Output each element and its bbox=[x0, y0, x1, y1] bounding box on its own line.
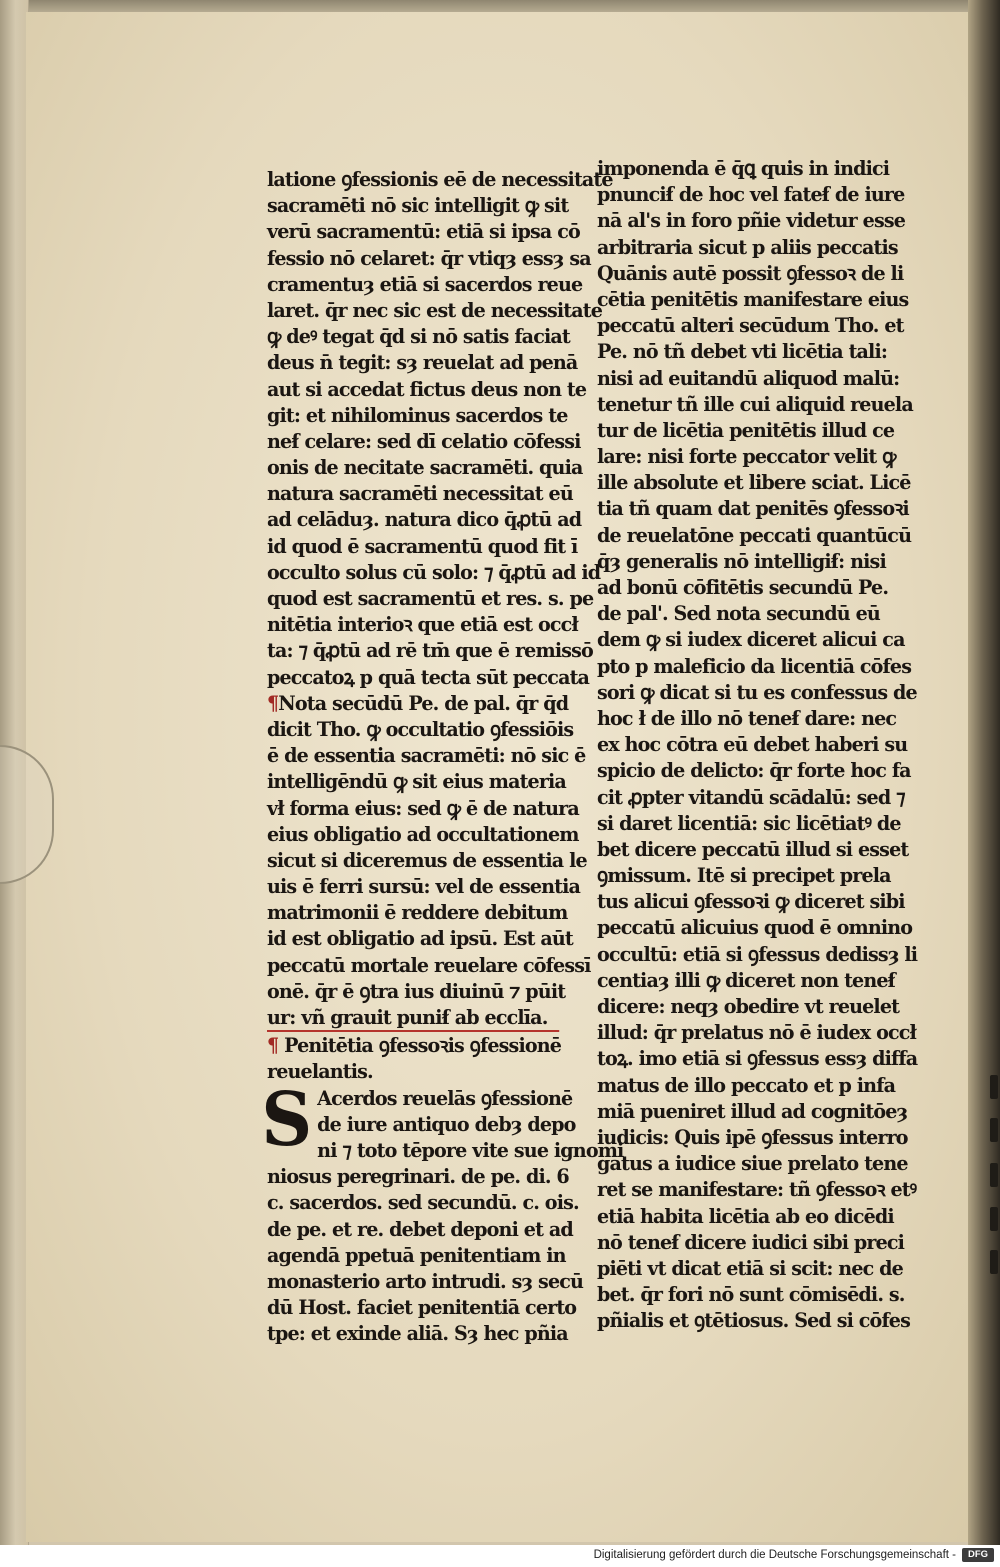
text-line: hoc ł de illo nō teneẜ dare: nec bbox=[597, 705, 897, 730]
section-heading-line bbox=[267, 1032, 562, 1058]
text-line: piēti vt dicat etiā si scit: nec de bbox=[597, 1255, 903, 1280]
text-line: q̄ȝ generalis nō intelligiẜ: nisi bbox=[597, 548, 886, 573]
edge-mark bbox=[990, 1250, 998, 1274]
text-line: de pal'. Sed nota secundū eū bbox=[597, 601, 880, 626]
text-line: tus alicui ꝯfessoꝛi ꝙ diceret sibi bbox=[597, 889, 905, 914]
text-line: ꝯmissum. Itē si precipet prela bbox=[597, 863, 891, 888]
paragraph-line bbox=[267, 690, 569, 716]
text-line: pñialis et ꝯtētiosus. Sed si cōfes bbox=[597, 1308, 910, 1333]
text-line: fessio nō celaret: q̄r vtiqȝ essȝ sa bbox=[267, 245, 591, 270]
text-line: ille absolute et libere sciat. Licē bbox=[597, 470, 911, 495]
text-line: occultū: etiā si ꝯfessus dedissȝ li bbox=[597, 941, 918, 966]
text-line: arbitraria sicut p aliis peccatis bbox=[597, 234, 898, 259]
left-text-column bbox=[261, 166, 624, 1346]
edge-mark bbox=[990, 1075, 998, 1099]
text-line: aut si accedat fictus deus non te bbox=[267, 376, 587, 401]
text-line: imponenda ē q̄ꝗ quis in indici bbox=[597, 156, 890, 180]
text-line: si daret licentiā: sic licētiatꝰ de bbox=[597, 810, 901, 835]
text-line: lare: nisi forte peccator velit ꝙ bbox=[597, 444, 896, 469]
initial-letter-s: S bbox=[261, 1076, 312, 1163]
text-line: natura sacramēti necessitat eū bbox=[267, 481, 573, 506]
text-line: nā al's in foro pñie videtur esse bbox=[597, 208, 906, 233]
text-line: tia tñ quam dat penitēs ꝯfessoꝛi bbox=[597, 496, 909, 521]
text-line: verū sacramentū: etiā si ipsa cō bbox=[267, 219, 580, 244]
edge-mark bbox=[990, 1207, 998, 1231]
text-line: peccatū alteri secūdum Tho. et bbox=[597, 313, 904, 338]
text-line: pto p maleficio da licentiā cōfes bbox=[597, 653, 912, 678]
dfg-logo: DFG bbox=[962, 1548, 994, 1562]
text-line: niosus peregrinari. de pe. di. 6 bbox=[267, 1164, 569, 1189]
text-line: eius obligatio ad occultationem bbox=[267, 821, 579, 846]
section-heading: Penitētia ꝯfessoꝛis ꝯfessionē bbox=[284, 1033, 562, 1058]
text-line: cētia penitētis manifestare eius bbox=[597, 286, 909, 311]
text-line: miā pueniret illud ad cognitōeȝ bbox=[597, 1098, 908, 1123]
text-line: gatus a iudice siue prelato tene bbox=[597, 1151, 908, 1176]
text-line: tpe: et exinde aliā. Sȝ hec pñia bbox=[267, 1321, 568, 1346]
right-page-edge bbox=[968, 0, 1000, 1545]
text-line: Pe. nō tñ debet vti licētia tali: bbox=[597, 339, 888, 364]
text-line: vł forma eius: sed ꝙ ē de natura bbox=[267, 795, 579, 820]
text-line: bet. q̄r fori nō sunt cōmisēdi. s. bbox=[597, 1282, 905, 1307]
text-line: sori ꝙ dicat si tu es confessus de bbox=[597, 679, 917, 704]
text-line: bet dicere peccatū illud si esset bbox=[597, 836, 909, 861]
text-line: ur: vñ grauit puniẜ ab ecclīa. bbox=[267, 1004, 559, 1032]
text-line: monasterio arto intrudi. sȝ secū bbox=[267, 1268, 584, 1293]
text-line: de pe. et re. debet deponi et ad bbox=[267, 1216, 573, 1241]
text-line: ret se manifestare: tñ ꝯfessoꝛ etꝰ bbox=[597, 1177, 917, 1202]
text-line: Acerdos reuelās ꝯfessionē bbox=[317, 1085, 573, 1110]
text-line: ex hoc cōtra eū debet haberi su bbox=[597, 732, 908, 757]
text-line: ni ⁊ toto tēpore vite sue ignomi bbox=[317, 1137, 624, 1162]
text-line: c. sacerdos. sed secundū. c. ois. bbox=[267, 1190, 579, 1215]
pilcrow-mark: ¶ bbox=[267, 1033, 285, 1058]
text-line: iudicis: Quis ipē ꝯfessus interro bbox=[597, 1124, 908, 1149]
text-line: quod est sacramentū et res. s. pe bbox=[267, 586, 594, 610]
text-line: nitētia interioꝛ que etiā est occł bbox=[267, 612, 578, 637]
text-line: cit ꝓpter vitandū scādalū: sed ⁊ bbox=[597, 784, 905, 809]
text-line: nō teneẜ dicere iudici sibi preci bbox=[597, 1229, 905, 1254]
text-line: dū Host. faciet penitentiā certo bbox=[267, 1295, 577, 1320]
text-line: peccatū alicuius quod ē omnino bbox=[597, 915, 913, 940]
text-line: tenetur tñ ille cui aliquid reuela bbox=[597, 391, 913, 416]
text-line: de reuelatōne peccati quantūcū bbox=[597, 522, 912, 547]
text-line: cramentuȝ etiā si sacerdos reue bbox=[267, 271, 583, 296]
text-line: peccatoꝝ p quā tecta sūt peccata bbox=[267, 664, 590, 689]
text-line: id est obligatio ad ipsū. Est aūt bbox=[267, 926, 573, 951]
digitization-credit: Digitalisierung gefördert durch die Deutsche Forschungsgemeinschaft - bbox=[593, 1549, 956, 1561]
text-line: centiaȝ illi ꝙ diceret non teneẜ bbox=[597, 967, 896, 992]
text-line: matus de illo peccato et p infa bbox=[597, 1072, 896, 1097]
text-line: spicio de delicto: q̄r forte hoc fa bbox=[597, 758, 911, 783]
text-line: dicere: neqȝ obedire vt reuelet bbox=[597, 994, 900, 1018]
section-heading-line: reuelantis. bbox=[267, 1059, 373, 1084]
right-text-column bbox=[597, 155, 918, 1333]
text-line: id quod ē sacramentū quod fit ī bbox=[267, 533, 578, 558]
text-line: laret. q̄r nec sic est de necessitate bbox=[267, 297, 602, 322]
text-line: ta: ⁊ q̄ꝓtū ad rē tm̄ que ē remissō bbox=[267, 638, 593, 663]
text-line: ad bonū cōfitētis secundū Pe. bbox=[597, 575, 889, 599]
text-line: onis de necitate sacramēti. quia bbox=[267, 455, 583, 480]
edge-mark bbox=[990, 1163, 998, 1187]
text-line: dicit Tho. ꝙ occultatio ꝯfessiōis bbox=[267, 716, 574, 741]
text-line: onē. q̄r ē ꝯtra ius diuinū ⁊ pūit bbox=[267, 978, 566, 1003]
text-line: pnunciẜ de hoc vel fateẜ de iure bbox=[597, 182, 905, 207]
text-line: uis ē ferri sursū: vel de essentia bbox=[267, 874, 581, 899]
text-line: intelligēndū ꝙ sit eius materia bbox=[267, 769, 566, 794]
text-line: nisi ad euitandū aliquod malū: bbox=[597, 365, 900, 390]
text-line: dem ꝙ si iudex diceret alicui ca bbox=[597, 627, 905, 652]
text-line: sacramēti nō sic intelligit ꝙ sit bbox=[267, 193, 569, 218]
text-line: Quānis autē possit ꝯfessoꝛ de li bbox=[597, 260, 904, 285]
text-line: toꝝ. imo etiā si ꝯfessus essȝ diffa bbox=[597, 1046, 918, 1071]
text-line: ad celāduȝ. natura dico q̄ꝓtū ad bbox=[267, 507, 582, 532]
edge-mark bbox=[990, 1118, 998, 1142]
text-line: occulto solus cū solo: ⁊ q̄ꝓtū ad id bbox=[267, 559, 601, 584]
text-line: illud: q̄r prelatus nō ē iudex occł bbox=[597, 1020, 916, 1045]
text-line: tur de licētia penitētis illud ce bbox=[597, 417, 895, 442]
text-line: sicut si diceremus de essentia le bbox=[267, 847, 587, 872]
text-line: etiā habita licētia ab eo dicēdi bbox=[597, 1203, 894, 1228]
text-line: matrimonii ē reddere debitum bbox=[267, 900, 568, 925]
text-line: ē de essentia sacramēti: nō sic ē bbox=[267, 743, 586, 768]
pilcrow-mark: ¶ bbox=[267, 690, 279, 715]
text-line: neẜ celare: sed dī celatio cōfessi bbox=[267, 428, 581, 453]
text-line: agendā ppetuā penitentiam in bbox=[267, 1242, 566, 1267]
text-line: deus n̄ tegit: sȝ reuelat ad penā bbox=[267, 350, 578, 375]
text-line: peccatū mortale reuelare cōfessī bbox=[267, 952, 591, 977]
text-line: ꝙ deꝰ tegat q̄d si nō satis faciat bbox=[267, 324, 570, 349]
text-line: de iure antiquo debȝ depo bbox=[317, 1111, 576, 1136]
text-line: git: et nihilominus sacerdos te bbox=[267, 402, 568, 427]
text-line: latione ꝯfessionis eē de necessitate bbox=[267, 167, 613, 191]
text-line: Nota secūdū Pe. de pal. q̄r q̄d bbox=[278, 690, 569, 715]
